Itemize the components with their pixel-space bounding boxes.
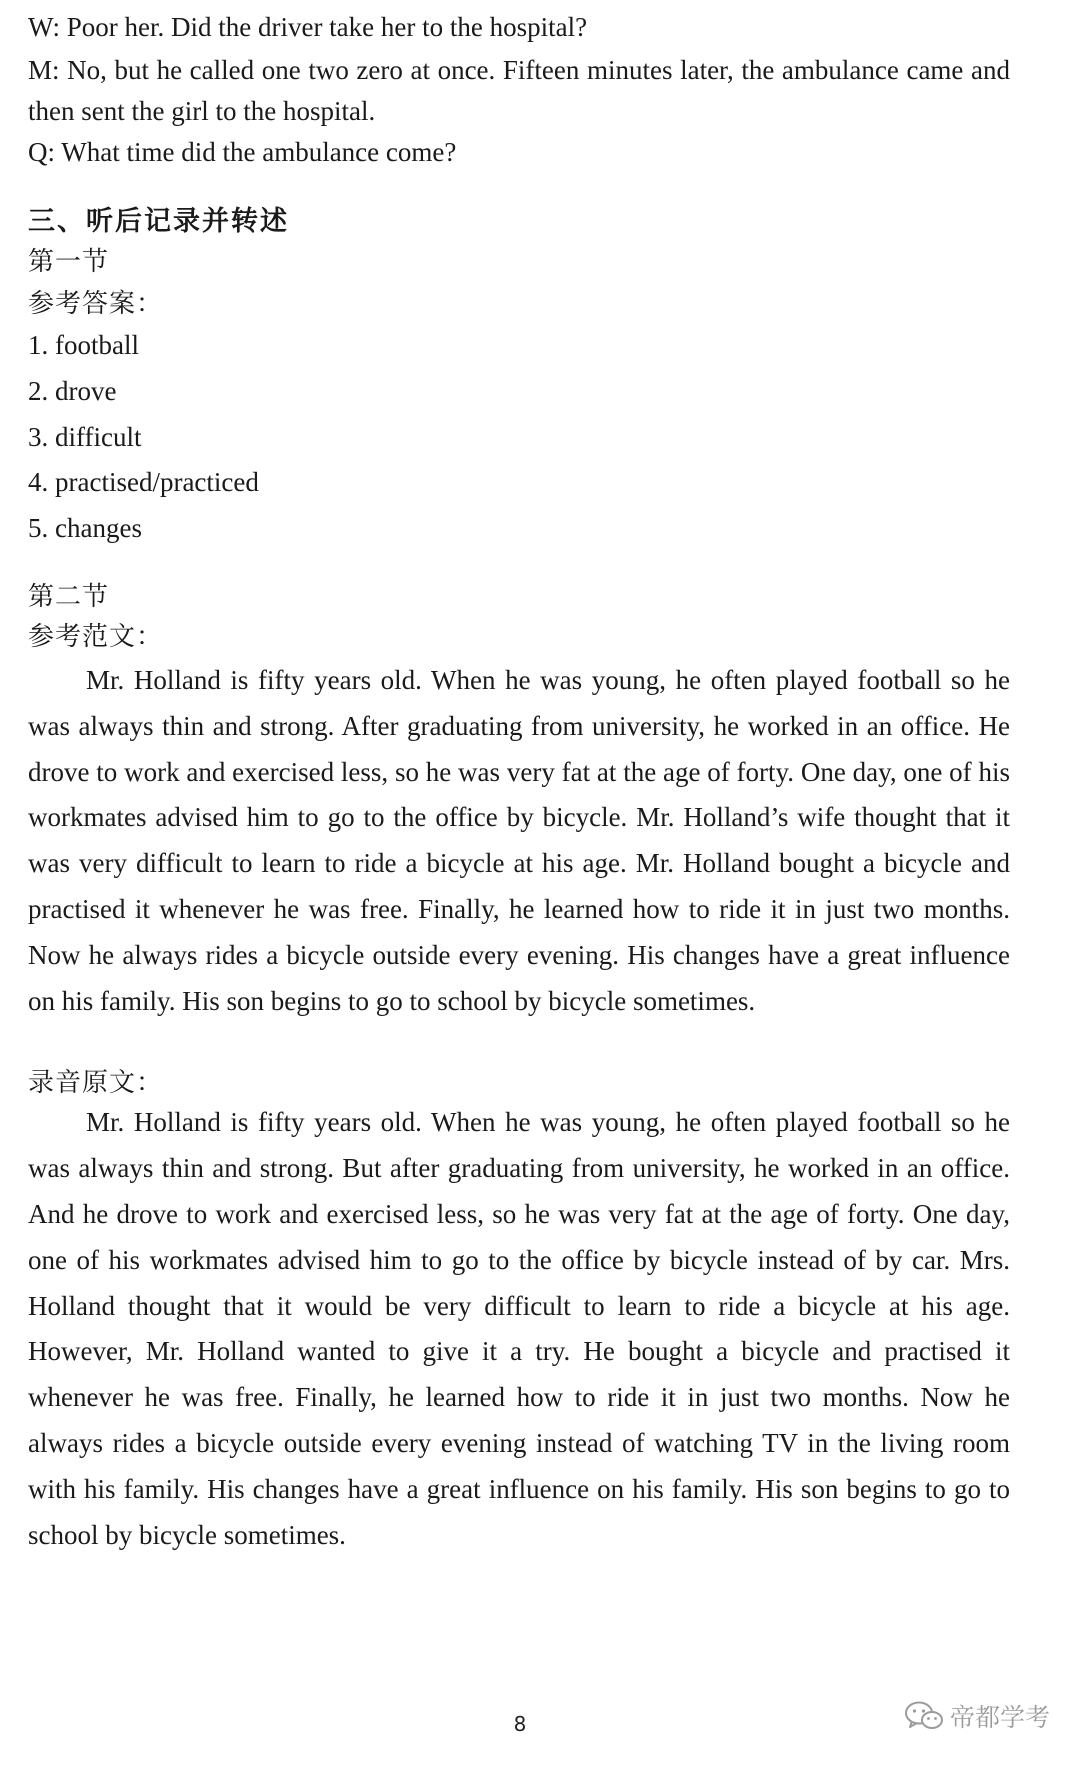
list-item: 4. practised/practiced [28,467,259,498]
part1-title: 第一节 [28,247,110,277]
dialogue-m-line: M: No, but he called one two zero at once. Fifteen minutes later, the ambulance came and then sent the girl to the hospital. [28,55,1010,126]
transcript-text: Mr. Holland is fifty years old. When he was young, he often played football so he was always thin and strong. But after graduating from university, he worked in an office. And he drove to work and exercised less, so he was very fat at the age of forty. One day, one of his workmates advised him to go to the office by bicycle instead of by car. Mrs. Holland thought that it would be very difficult to learn to ride a bicycle at his age. However, Mr. Holland wanted to give it a try. He bought a bicycle and practised it whenever he was free. Finally, he learned how to ride it in just two months. Now he always rides a bicycle outside every evening instead of watching TV in the living room with his family. His changes have a great influence on his family. His son begins to go to school by bicycle sometimes. [28,1107,1010,1550]
transcript-label: 录音原文： [28,1068,164,1099]
watermark [904,1698,1050,1734]
answers-label: 参考答案： [28,289,164,319]
dialogue-q-line: Q: What time did the ambulance come? [28,137,457,167]
wechat-icon [904,1700,944,1732]
list-item: 2. drove [28,375,117,406]
list-item: 3. difficult [28,421,142,452]
answer-list [28,323,1010,552]
list-item: 1. football [28,330,139,360]
list-item: 5. changes [28,513,142,544]
section-heading: 三、听后记录并转述 [28,206,289,237]
dialogue-block [28,4,1010,173]
sample-essay-label: 参考范文： [28,621,164,652]
sample-essay-text: Mr. Holland is fifty years old. When he was young, he often played football so he was always thin and strong. After graduating from university, he worked in an office. He drove to work and exercised less, so he was very fat at the age of forty. One day, one of his workmates advised him to go to the office by bicycle. Mr. Holland’s wife thought that it was very difficult to learn to ride a bicycle at his age. Mr. Holland bought a bicycle and practised it whenever he was free. Finally, he learned how to ride it in just two months. Now he always rides a bicycle outside every evening. His changes have a great influence on his family. His son begins to go to school by bicycle sometimes. [28,664,1010,1016]
document-page [28,0,1010,1558]
watermark-text: 帝都学考 [949,1703,1050,1732]
dialogue-w-line: W: Poor her. Did the driver take her to the hospital? [28,12,588,42]
part2-title: 第二节 [28,581,110,612]
page-number: 8 [513,1712,527,1736]
